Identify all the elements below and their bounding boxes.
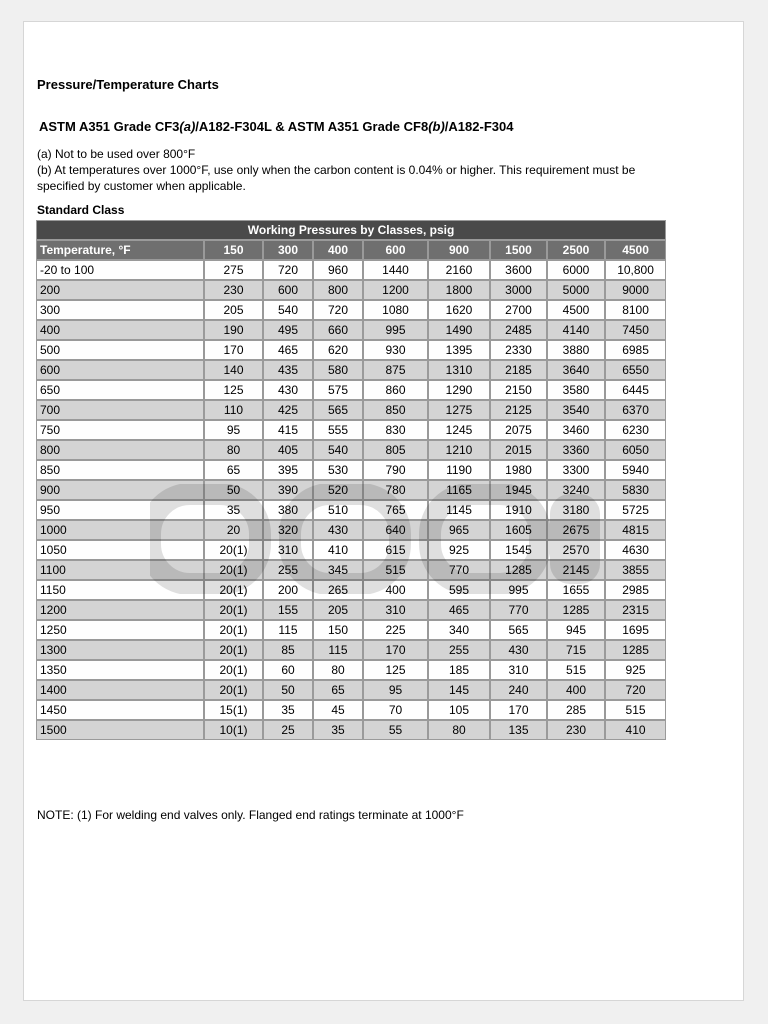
temperature-cell: 1200	[36, 600, 204, 620]
pressure-cell: 10(1)	[204, 720, 263, 740]
pressure-cell: 995	[363, 320, 428, 340]
pressure-cell: 850	[363, 400, 428, 420]
pressure-cell: 515	[547, 660, 605, 680]
pressure-cell: 35	[313, 720, 363, 740]
pressure-cell: 415	[263, 420, 313, 440]
material-subtitle	[39, 119, 513, 134]
table-row	[36, 500, 666, 520]
table-row	[36, 440, 666, 460]
column-header-class: 400	[313, 240, 363, 260]
pressure-cell: 45	[313, 700, 363, 720]
table-row	[36, 640, 666, 660]
pressure-cell: 105	[428, 700, 490, 720]
pressure-cell: 830	[363, 420, 428, 440]
pressure-cell: 5000	[547, 280, 605, 300]
pressure-cell: 995	[490, 580, 547, 600]
pressure-cell: 400	[363, 580, 428, 600]
temperature-cell: 1150	[36, 580, 204, 600]
pressure-cell: 510	[313, 500, 363, 520]
temperature-cell: 500	[36, 340, 204, 360]
pressure-cell: 205	[204, 300, 263, 320]
pressure-cell: 5830	[605, 480, 666, 500]
table-row	[36, 480, 666, 500]
pressure-cell: 2160	[428, 260, 490, 280]
pressure-cell: 2570	[547, 540, 605, 560]
pressure-cell: 2145	[547, 560, 605, 580]
subtitle-part: /A182-F304	[444, 119, 514, 134]
pressure-cell: 1165	[428, 480, 490, 500]
pressure-cell: 20(1)	[204, 540, 263, 560]
table-row	[36, 660, 666, 680]
subtitle-part: /A182-F304L & ASTM A351 Grade CF8	[195, 119, 429, 134]
pressure-cell: 960	[313, 260, 363, 280]
pressure-cell: 2015	[490, 440, 547, 460]
pressure-cell: 20(1)	[204, 600, 263, 620]
temperature-cell: 1450	[36, 700, 204, 720]
column-header-temperature: Temperature, °F	[36, 240, 204, 260]
pressure-cell: 640	[363, 520, 428, 540]
pressure-cell: 135	[490, 720, 547, 740]
pressure-cell: 430	[313, 520, 363, 540]
table-row	[36, 280, 666, 300]
pressure-cell: 345	[313, 560, 363, 580]
pressure-cell: 115	[263, 620, 313, 640]
table-caption: Working Pressures by Classes, psig	[36, 220, 666, 240]
pressure-cell: 1655	[547, 580, 605, 600]
pressure-cell: 9000	[605, 280, 666, 300]
pressure-cell: 275	[204, 260, 263, 280]
pressure-cell: 6550	[605, 360, 666, 380]
pressure-cell: 1545	[490, 540, 547, 560]
pressure-cell: 255	[263, 560, 313, 580]
pressure-cell: 595	[428, 580, 490, 600]
table-row	[36, 340, 666, 360]
pressure-cell: 1290	[428, 380, 490, 400]
pressure-cell: 4815	[605, 520, 666, 540]
pressure-cell: 20	[204, 520, 263, 540]
pressure-cell: 405	[263, 440, 313, 460]
pressure-cell: 720	[605, 680, 666, 700]
pressure-cell: 565	[490, 620, 547, 640]
pressure-cell: 6445	[605, 380, 666, 400]
pressure-cell: 10,800	[605, 260, 666, 280]
pressure-cell: 565	[313, 400, 363, 420]
pressure-cell: 4500	[547, 300, 605, 320]
pressure-cell: 600	[263, 280, 313, 300]
pressure-cell: 2125	[490, 400, 547, 420]
pressure-cell: 2985	[605, 580, 666, 600]
page-title: Pressure/Temperature Charts	[37, 77, 219, 92]
table-row	[36, 680, 666, 700]
pressure-cell: 20(1)	[204, 660, 263, 680]
pressure-cell: 170	[363, 640, 428, 660]
pressure-cell: 780	[363, 480, 428, 500]
pressure-cell: 3580	[547, 380, 605, 400]
pressure-cell: 205	[313, 600, 363, 620]
pressure-cell: 6000	[547, 260, 605, 280]
pressure-cell: 6050	[605, 440, 666, 460]
pressure-cell: 25	[263, 720, 313, 740]
pressure-cell: 1145	[428, 500, 490, 520]
section-heading: Standard Class	[37, 203, 125, 217]
pressure-cell: 65	[204, 460, 263, 480]
temperature-cell: 1500	[36, 720, 204, 740]
pressure-cell: 35	[204, 500, 263, 520]
pressure-cell: 1285	[547, 600, 605, 620]
notes-block	[37, 146, 677, 194]
pressure-cell: 720	[263, 260, 313, 280]
temperature-cell: 750	[36, 420, 204, 440]
pressure-cell: 875	[363, 360, 428, 380]
pressure-cell: 1695	[605, 620, 666, 640]
note-b: (b) At temperatures over 1000°F, use only when the carbon content is 0.04% or higher. This requirement must be specified by customer when applicable.	[37, 163, 636, 193]
pressure-cell: 80	[428, 720, 490, 740]
pressure-cell: 20(1)	[204, 580, 263, 600]
pressure-cell: 620	[313, 340, 363, 360]
pressure-cell: 185	[428, 660, 490, 680]
pressure-cell: 770	[428, 560, 490, 580]
pressure-cell: 770	[490, 600, 547, 620]
pressure-cell: 3855	[605, 560, 666, 580]
pressure-cell: 555	[313, 420, 363, 440]
pressure-cell: 425	[263, 400, 313, 420]
pressure-cell: 465	[263, 340, 313, 360]
pressure-cell: 80	[204, 440, 263, 460]
pressure-cell: 200	[263, 580, 313, 600]
pressure-cell: 1440	[363, 260, 428, 280]
pressure-cell: 85	[263, 640, 313, 660]
temperature-cell: 400	[36, 320, 204, 340]
pressure-cell: 3180	[547, 500, 605, 520]
pressure-cell: 925	[605, 660, 666, 680]
pressure-cell: 60	[263, 660, 313, 680]
pressure-cell: 430	[263, 380, 313, 400]
table-row	[36, 520, 666, 540]
pressure-cell: 35	[263, 700, 313, 720]
table-row	[36, 400, 666, 420]
temperature-cell: 800	[36, 440, 204, 460]
pressure-cell: 1275	[428, 400, 490, 420]
pressure-cell: 3880	[547, 340, 605, 360]
note-a: (a) Not to be used over 800°F	[37, 147, 196, 161]
pressure-cell: 2185	[490, 360, 547, 380]
pressure-cell: 965	[428, 520, 490, 540]
pressure-cell: 495	[263, 320, 313, 340]
pressure-cell: 5940	[605, 460, 666, 480]
pressure-cell: 1200	[363, 280, 428, 300]
pressure-cell: 1245	[428, 420, 490, 440]
pressure-cell: 50	[263, 680, 313, 700]
pressure-cell: 2150	[490, 380, 547, 400]
pressure-cell: 80	[313, 660, 363, 680]
pressure-cell: 230	[204, 280, 263, 300]
pressure-cell: 15(1)	[204, 700, 263, 720]
pressure-cell: 435	[263, 360, 313, 380]
pressure-cell: 1605	[490, 520, 547, 540]
table-row	[36, 460, 666, 480]
pressure-cell: 1910	[490, 500, 547, 520]
table-header-row	[36, 240, 666, 260]
temperature-cell: 900	[36, 480, 204, 500]
pressure-cell: 125	[204, 380, 263, 400]
pressure-table-container	[36, 220, 666, 740]
pressure-cell: 540	[313, 440, 363, 460]
pressure-cell: 50	[204, 480, 263, 500]
pressure-cell: 410	[605, 720, 666, 740]
pressure-cell: 20(1)	[204, 680, 263, 700]
pressure-cell: 400	[547, 680, 605, 700]
pressure-cell: 190	[204, 320, 263, 340]
pressure-cell: 515	[605, 700, 666, 720]
pressure-cell: 310	[363, 600, 428, 620]
pressure-cell: 410	[313, 540, 363, 560]
pressure-cell: 320	[263, 520, 313, 540]
temperature-cell: 1250	[36, 620, 204, 640]
pressure-cell: 800	[313, 280, 363, 300]
temperature-cell: 950	[36, 500, 204, 520]
pressure-cell: 2075	[490, 420, 547, 440]
table-row	[36, 600, 666, 620]
pressure-cell: 95	[363, 680, 428, 700]
pressure-cell: 2675	[547, 520, 605, 540]
subtitle-part: (a)	[179, 119, 196, 134]
pressure-cell: 115	[313, 640, 363, 660]
pressure-cell: 860	[363, 380, 428, 400]
pressure-cell: 3300	[547, 460, 605, 480]
pressure-cell: 1285	[490, 560, 547, 580]
pressure-cell: 20(1)	[204, 560, 263, 580]
temperature-cell: 600	[36, 360, 204, 380]
pressure-cell: 110	[204, 400, 263, 420]
pressure-cell: 150	[313, 620, 363, 640]
pressure-cell: 1620	[428, 300, 490, 320]
column-header-class: 150	[204, 240, 263, 260]
pressure-cell: 230	[547, 720, 605, 740]
table-row	[36, 380, 666, 400]
pressure-cell: 465	[428, 600, 490, 620]
pressure-cell: 6230	[605, 420, 666, 440]
pressure-cell: 945	[547, 620, 605, 640]
pressure-cell: 1210	[428, 440, 490, 460]
pressure-cell: 3640	[547, 360, 605, 380]
table-caption-row	[36, 220, 666, 240]
table-row	[36, 700, 666, 720]
subtitle-part: ASTM A351 Grade CF3	[39, 119, 180, 134]
pressure-cell: 1980	[490, 460, 547, 480]
table-body	[36, 260, 666, 740]
pressure-cell: 310	[490, 660, 547, 680]
pressure-cell: 530	[313, 460, 363, 480]
pressure-cell: 20(1)	[204, 640, 263, 660]
temperature-cell: -20 to 100	[36, 260, 204, 280]
pressure-cell: 3000	[490, 280, 547, 300]
pressure-cell: 145	[428, 680, 490, 700]
table-footnote: NOTE: (1) For welding end valves only. Flanged end ratings terminate at 1000°F	[37, 808, 464, 822]
column-header-class: 2500	[547, 240, 605, 260]
pressure-cell: 5725	[605, 500, 666, 520]
pressure-cell: 720	[313, 300, 363, 320]
pressure-cell: 3240	[547, 480, 605, 500]
pressure-cell: 765	[363, 500, 428, 520]
pressure-cell: 520	[313, 480, 363, 500]
temperature-cell: 1000	[36, 520, 204, 540]
pressure-cell: 580	[313, 360, 363, 380]
pressure-cell: 2330	[490, 340, 547, 360]
pressure-cell: 805	[363, 440, 428, 460]
table-row	[36, 360, 666, 380]
pressure-cell: 1490	[428, 320, 490, 340]
pressure-cell: 3360	[547, 440, 605, 460]
pressure-cell: 70	[363, 700, 428, 720]
pressure-cell: 1080	[363, 300, 428, 320]
pressure-cell: 1945	[490, 480, 547, 500]
pressure-cell: 790	[363, 460, 428, 480]
pressure-cell: 240	[490, 680, 547, 700]
pressure-cell: 515	[363, 560, 428, 580]
temperature-cell: 700	[36, 400, 204, 420]
pressure-cell: 140	[204, 360, 263, 380]
pressure-cell: 540	[263, 300, 313, 320]
pressure-cell: 225	[363, 620, 428, 640]
pressure-cell: 6985	[605, 340, 666, 360]
table-row	[36, 260, 666, 280]
pressure-cell: 3540	[547, 400, 605, 420]
temperature-cell: 1100	[36, 560, 204, 580]
pressure-cell: 1310	[428, 360, 490, 380]
pressure-cell: 715	[547, 640, 605, 660]
pressure-cell: 430	[490, 640, 547, 660]
table-row	[36, 300, 666, 320]
table-row	[36, 620, 666, 640]
pressure-cell: 65	[313, 680, 363, 700]
pressure-cell: 170	[490, 700, 547, 720]
pressure-cell: 380	[263, 500, 313, 520]
table-row	[36, 580, 666, 600]
pressure-cell: 255	[428, 640, 490, 660]
pressure-cell: 2315	[605, 600, 666, 620]
pressure-cell: 2485	[490, 320, 547, 340]
pressure-cell: 170	[204, 340, 263, 360]
pressure-cell: 6370	[605, 400, 666, 420]
pressure-cell: 20(1)	[204, 620, 263, 640]
temperature-cell: 200	[36, 280, 204, 300]
temperature-cell: 1050	[36, 540, 204, 560]
temperature-cell: 850	[36, 460, 204, 480]
pressure-cell: 395	[263, 460, 313, 480]
pressure-cell: 390	[263, 480, 313, 500]
temperature-cell: 1400	[36, 680, 204, 700]
subtitle-part: (b)	[428, 119, 445, 134]
column-header-class: 300	[263, 240, 313, 260]
pressure-table	[36, 220, 666, 740]
pressure-cell: 3600	[490, 260, 547, 280]
pressure-cell: 660	[313, 320, 363, 340]
pressure-cell: 95	[204, 420, 263, 440]
pressure-cell: 7450	[605, 320, 666, 340]
pressure-cell: 55	[363, 720, 428, 740]
table-row	[36, 320, 666, 340]
pressure-cell: 155	[263, 600, 313, 620]
column-header-class: 900	[428, 240, 490, 260]
table-row	[36, 560, 666, 580]
pressure-cell: 930	[363, 340, 428, 360]
pressure-cell: 1800	[428, 280, 490, 300]
temperature-cell: 300	[36, 300, 204, 320]
pressure-cell: 1285	[605, 640, 666, 660]
pressure-cell: 3460	[547, 420, 605, 440]
pressure-cell: 265	[313, 580, 363, 600]
pressure-cell: 4630	[605, 540, 666, 560]
pressure-cell: 1395	[428, 340, 490, 360]
table-row	[36, 420, 666, 440]
table-row	[36, 720, 666, 740]
pressure-cell: 925	[428, 540, 490, 560]
column-header-class: 1500	[490, 240, 547, 260]
temperature-cell: 650	[36, 380, 204, 400]
pressure-cell: 125	[363, 660, 428, 680]
pressure-cell: 2700	[490, 300, 547, 320]
column-header-class: 4500	[605, 240, 666, 260]
column-header-class: 600	[363, 240, 428, 260]
pressure-cell: 4140	[547, 320, 605, 340]
table-row	[36, 540, 666, 560]
temperature-cell: 1350	[36, 660, 204, 680]
pressure-cell: 310	[263, 540, 313, 560]
pressure-cell: 285	[547, 700, 605, 720]
pressure-cell: 575	[313, 380, 363, 400]
pressure-cell: 8100	[605, 300, 666, 320]
temperature-cell: 1300	[36, 640, 204, 660]
pressure-cell: 340	[428, 620, 490, 640]
pressure-cell: 615	[363, 540, 428, 560]
pressure-cell: 1190	[428, 460, 490, 480]
